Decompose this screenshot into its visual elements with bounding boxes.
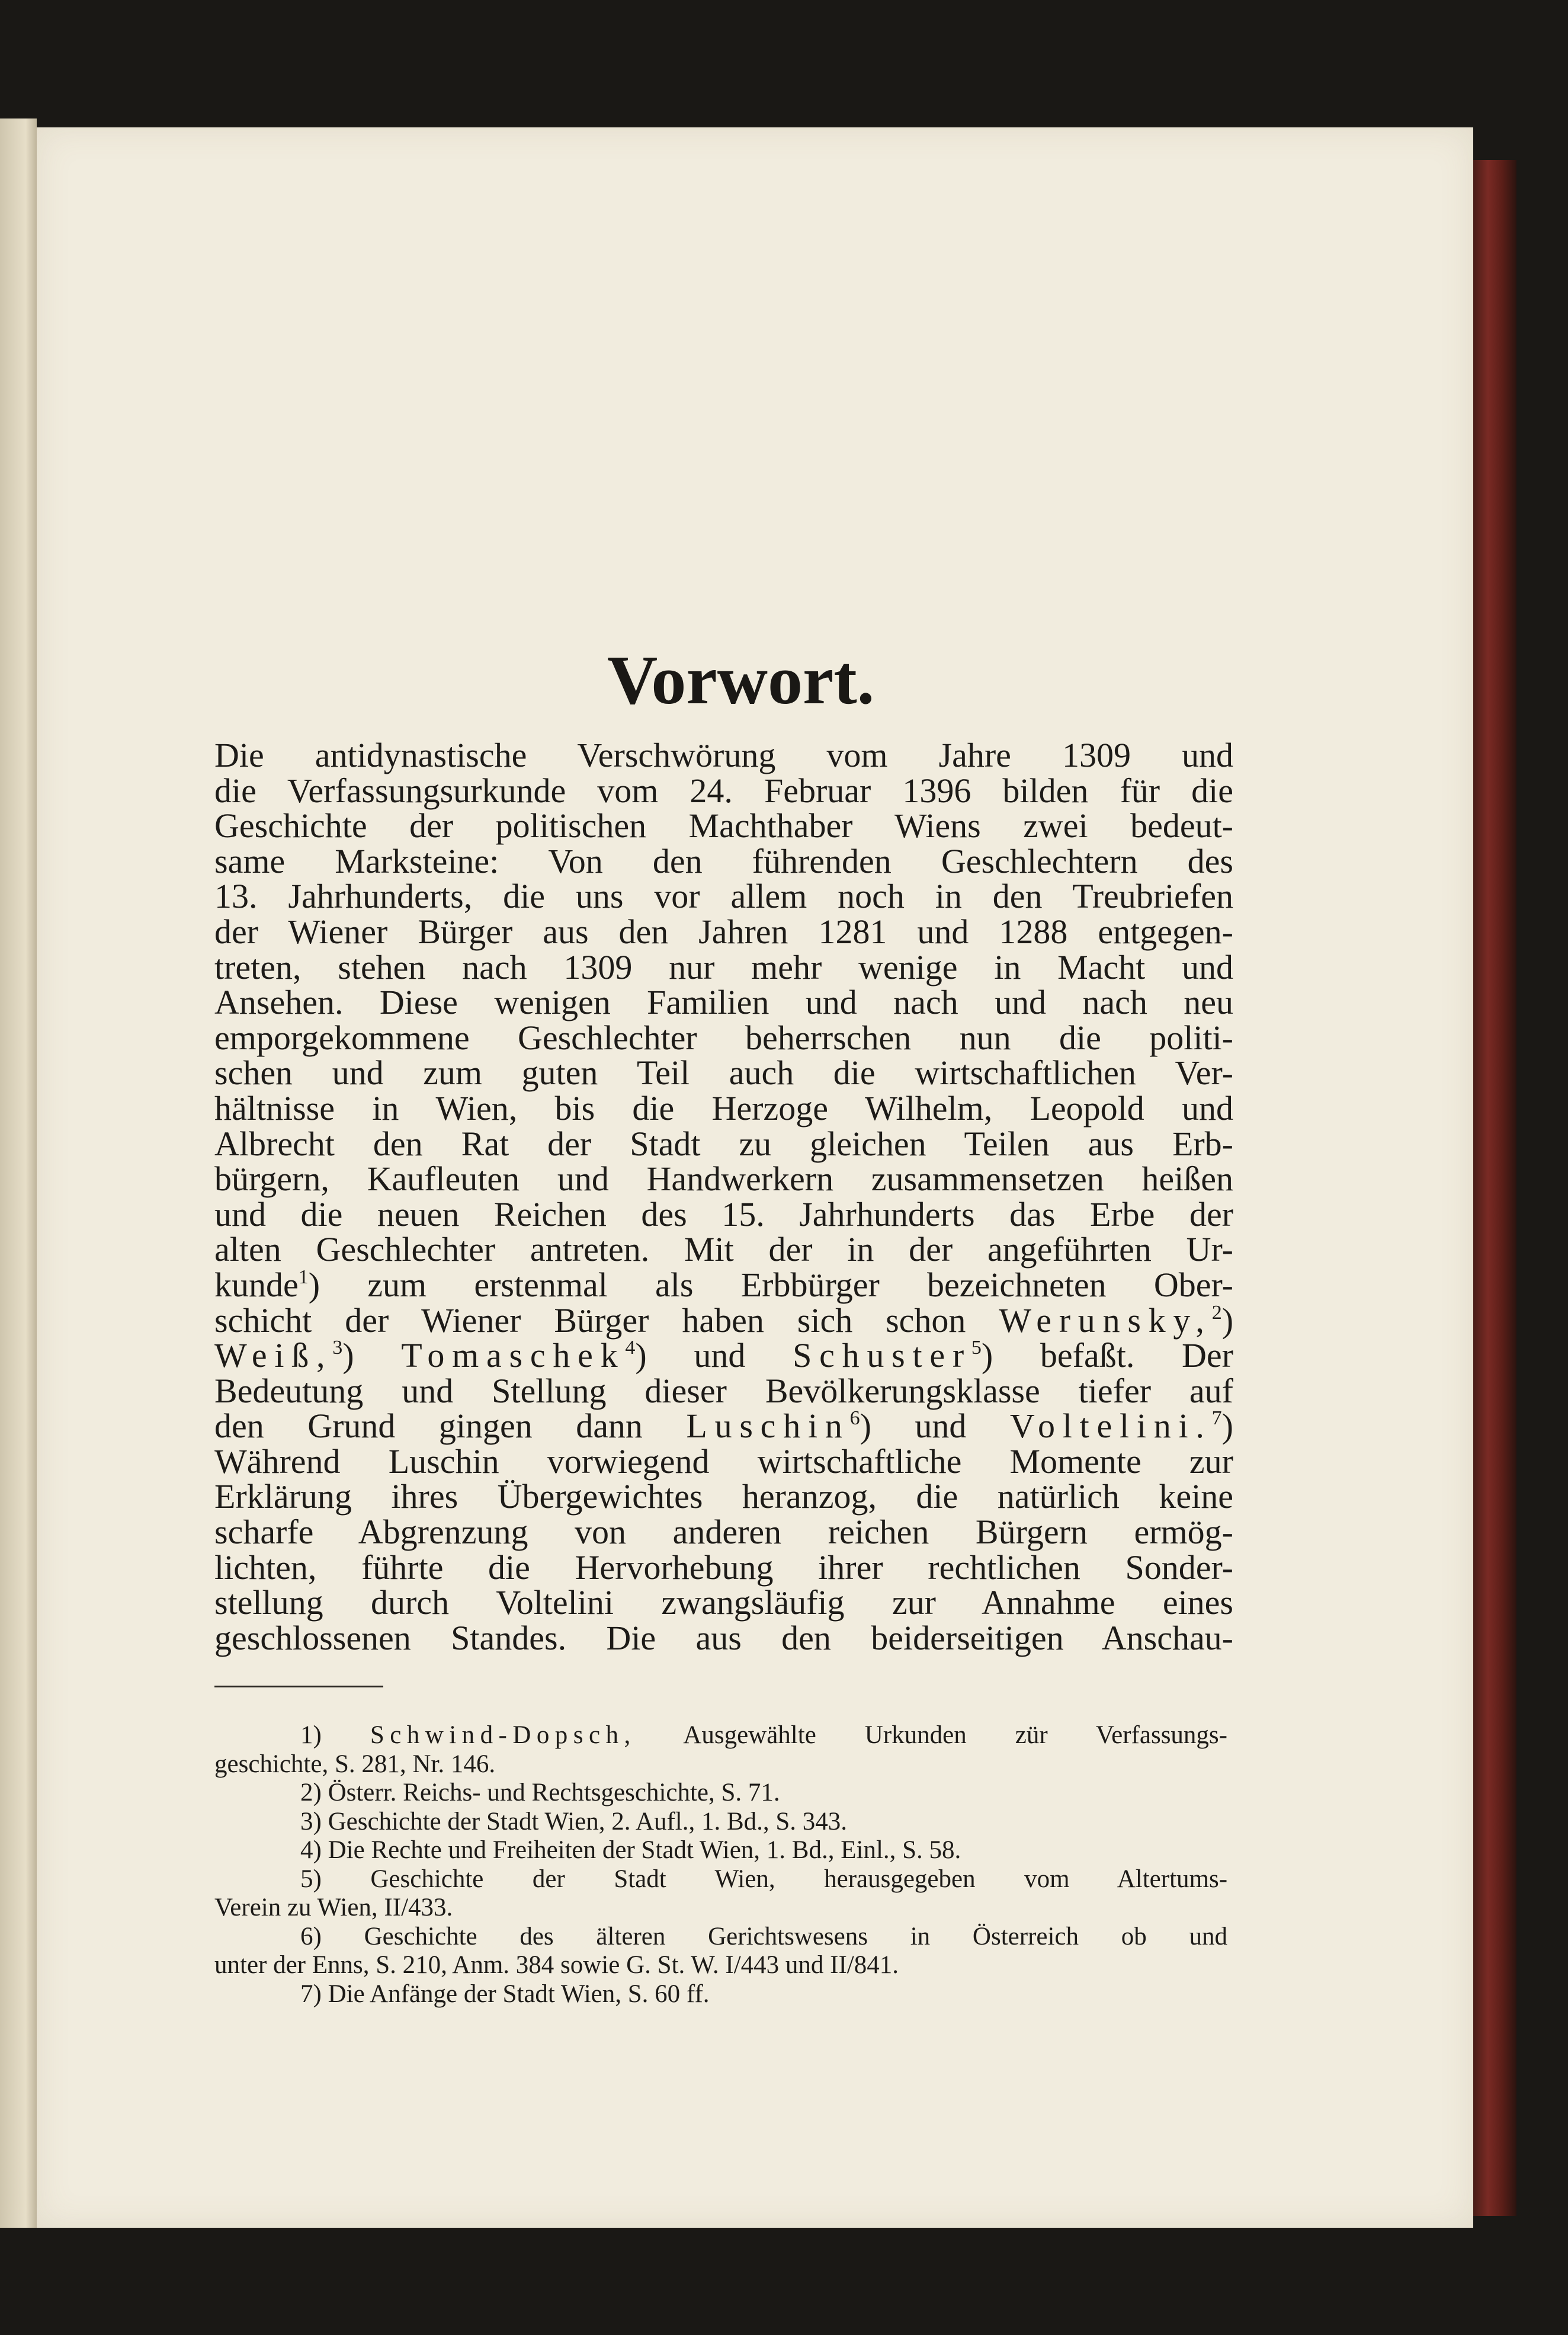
author-name: Werunsky, [999, 1301, 1212, 1340]
body-line: Die antidynastische Verschwörung vom Jahre 1309 und [214, 736, 1233, 774]
body-line: alten Geschlechter antreten. Mit der in der angeführten Ur- [214, 1230, 1233, 1269]
body-line: treten, stehen nach 1309 nur mehr wenige in Macht und [214, 947, 1233, 986]
footnote: 7) Die Anfänge der Stadt Wien, S. 60 ff. [300, 1980, 710, 2008]
body-line: stellung durch Voltelini zwangsläufig zur Annahme eines [214, 1583, 1233, 1622]
body-text [214, 738, 1233, 1655]
footnote-ref: 6 [849, 1407, 860, 1430]
footnote: 3) Geschichte der Stadt Wien, 2. Aufl., 1. Bd., S. 343. [300, 1807, 848, 1836]
footnote-continuation: Verein zu Wien, II/433. [214, 1894, 453, 1921]
book-cover-edge [1469, 160, 1516, 2216]
body-line: same Marksteine: Von den führenden Geschlechtern des [214, 841, 1233, 880]
footnote-mark: 3) [300, 1807, 322, 1836]
body-line: 13. Jahrhunderts, die uns vor allem noch in den Treubriefen [214, 877, 1233, 916]
footnote-mark: 2) [300, 1779, 322, 1806]
body-line: Weiß,$^3$) Tomaschek$^4$) und Schuster$^5$) befaßt. Der [214, 1336, 1233, 1375]
footnote: 5) Geschichte der Stadt Wien, herausgegeben vom Altertums- [300, 1865, 1228, 1893]
body-line: Während Luschin vorwiegend wirtschaftliche Momente zur [214, 1442, 1233, 1481]
author-name: Luschin [686, 1407, 850, 1446]
author-name: Tomaschek [401, 1336, 626, 1375]
footnote-ref: 3 [332, 1337, 343, 1359]
footnote-ref: 4 [625, 1337, 636, 1359]
body-line: schicht der Wiener Bürger haben sich schon Werunsky,$^2$) [214, 1301, 1234, 1340]
body-line: Ansehen. Diese wenigen Familien und nach und nach neu [214, 983, 1233, 1022]
footnote-continuation: unter der Enns, S. 210, Anm. 384 sowie G. St. W. I/443 und II/841. [214, 1951, 899, 1979]
body-line: bürgern, Kaufleuten und Handwerkern zusammensetzen heißen [214, 1160, 1233, 1199]
body-line: und die neuen Reichen des 15. Jahrhunderts das Erbe der [214, 1194, 1233, 1234]
footnote: 1) Schwind-Dopsch, Ausgewählte Urkunden zür Verfassungs- [300, 1721, 1227, 1749]
body-line: geschlossenen Standes. Die aus den beiderseitigen Anschau- [214, 1618, 1233, 1657]
footnote-mark: 6) [300, 1922, 322, 1950]
footnote-ref: 1 [298, 1266, 309, 1288]
footnote: 6) Geschichte des älteren Gerichtswesens in Österreich ob und [300, 1922, 1227, 1950]
page-title: Vorwort. [607, 641, 875, 719]
body-line: emporgekommene Geschlechter beherrschen nun die politi- [214, 1018, 1233, 1057]
body-line: der Wiener Bürger aus den Jahren 1281 und 1288 entgegen- [214, 912, 1233, 951]
footnote-continuation: geschichte, S. 281, Nr. 146. [214, 1750, 496, 1778]
body-line: scharfe Abgrenzung von anderen reichen Bürgern ermög- [214, 1513, 1233, 1552]
body-line: schen und zum guten Teil auch die wirtschaftlichen Ver- [214, 1053, 1233, 1093]
footnote-ref: 2 [1211, 1301, 1222, 1324]
body-line: Geschichte der politischen Machthaber Wiens zwei bedeut- [214, 806, 1233, 845]
body-line: kunde$^1$) zum erstenmal als Erbbürger bezeichneten Ober- [214, 1265, 1233, 1304]
author-name: Weiß, [214, 1336, 333, 1375]
body-line: Bedeutung und Stellung dieser Bevölkerungsklasse tiefer auf [214, 1371, 1233, 1410]
footnote: 4) Die Rechte und Freiheiten der Stadt Wien, 1. Bd., Einl., S. 58. [300, 1836, 961, 1864]
body-line: lichten, führte die Hervorhebung ihrer rechtlichen Sonder- [214, 1548, 1233, 1587]
author-name: Voltelini. [1009, 1407, 1212, 1446]
footnote: 2) Österr. Reichs- und Rechtsgeschichte, S. 71. [300, 1779, 780, 1806]
footnote-ref: 7 [1211, 1407, 1222, 1430]
footnote-ref: 5 [971, 1337, 982, 1359]
footnote-mark: 5) [300, 1865, 322, 1893]
footnote-mark: 1) [300, 1721, 322, 1749]
footnote-divider [214, 1686, 383, 1687]
author-name: Schuster [793, 1336, 971, 1375]
body-line: Albrecht den Rat der Stadt zu gleichen Teilen aus Erb- [214, 1124, 1233, 1163]
body-line: den Grund gingen dann Luschin$^6$) und Voltelini.$^7$) [214, 1407, 1233, 1446]
body-line: hältnisse in Wien, bis die Herzoge Wilhelm, Leopold und [214, 1088, 1233, 1128]
body-line: Erklärung ihres Übergewichtes heranzog, die natürlich keine [214, 1477, 1233, 1516]
footnote-mark: 4) [300, 1836, 322, 1864]
footnotes [214, 1721, 1227, 2009]
footnote-mark: 7) [300, 1980, 322, 2008]
body-line: die Verfassungsurkunde vom 24. Februar 1396 bilden für die [214, 771, 1233, 810]
facing-page-edge [0, 118, 37, 2228]
author-name: Schwind-Dopsch, [370, 1721, 636, 1749]
